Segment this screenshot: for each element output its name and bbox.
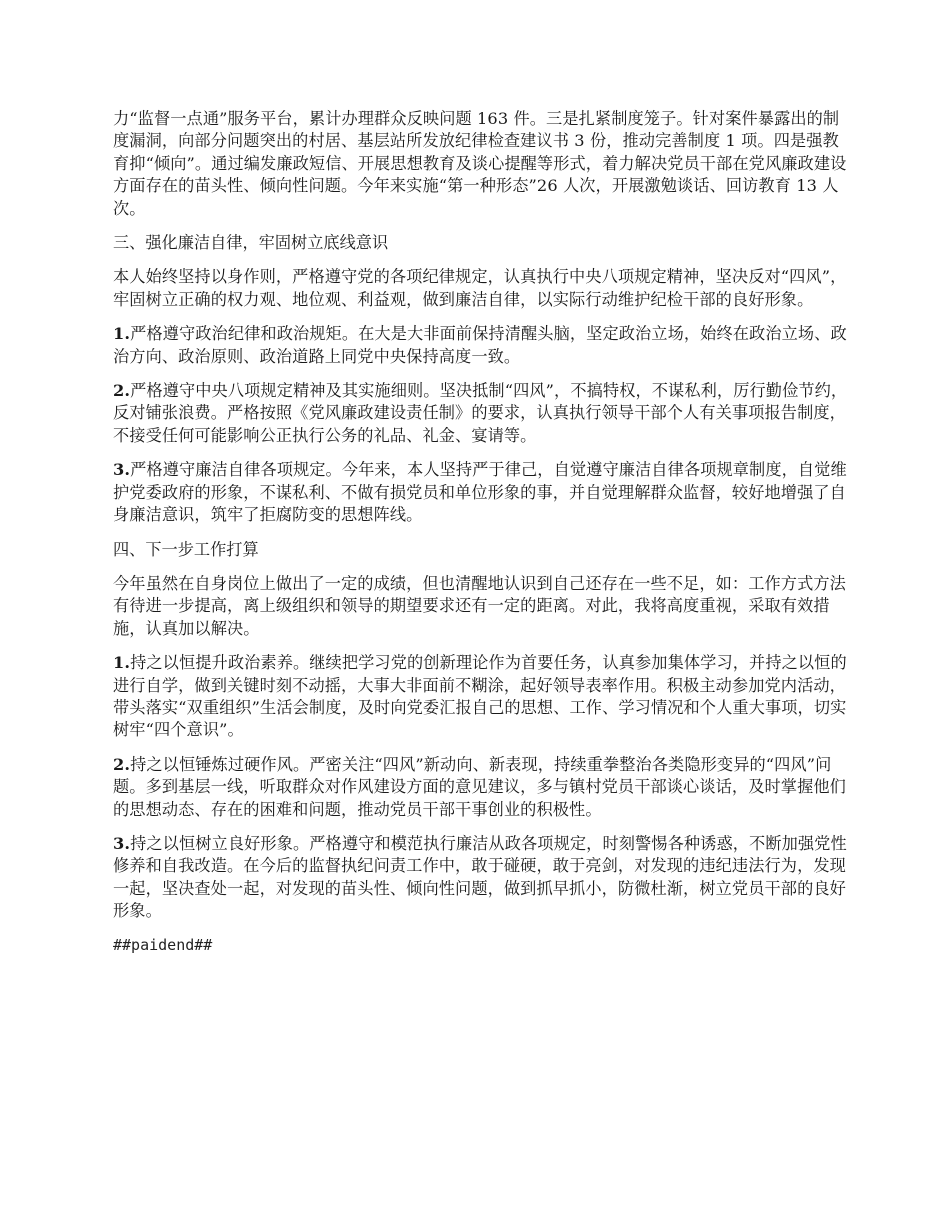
list-item-plan-3 (113, 833, 853, 923)
list-item-plan-1 (113, 652, 853, 742)
list-item-plan-2 (113, 754, 853, 821)
paid-end-marker: ##paidend## (113, 935, 213, 954)
item-text: 严格遵守廉洁自律各项规定。今年来，本人坚持严于律己，自觉遵守廉洁自律各项规章制度，自觉维护党委政府的形象，不谋私利、不做有损党员和单位形象的事，并自觉理解群众监督，较好地增强了自身廉洁意识，筑牢了拒腐防变的思想阵线。 (113, 460, 847, 525)
item-text: 持之以恒提升政治素养。继续把学习党的创新理论作为首要任务，认真参加集体学习，并持之以恒的进行自学，做到关键时刻不动摇，大事大非面前不糊涂，起好领导表率作用。积极主动参加党内活动，带头落实“双重组织”生活会制度，及时向党委汇报自己的思想、工作、学习情况和个人重大事项，切实树牢“四个意识”。 (113, 653, 847, 740)
item-text: 持之以恒树立良好形象。严格遵守和模范执行廉洁从政各项规定，时刻警惕各种诱惑，不断加强党性修养和自我改造。在今后的监督执纪问责工作中，敢于碰硬，敢于亮剑，对发现的违纪违法行为，发现一起，坚决查处一起，对发现的苗头性、倾向性问题，做到抓早抓小，防微杜渐，树立党员干部的良好形象。 (113, 833, 847, 921)
paragraph-supervision-summary: 力“监督一点通”服务平台，累计办理群众反映问题 163 件。三是扎紧制度笼子。针对案件暴露出的制度漏洞，向部分问题突出的村居、基层站所发放纪律检查建议书 3 份，推动完善制度 1 项。四是强教育抑“倾向”。通过编发廉政短信、开展思想教育及谈心提醒等形式，着力解决党员干部在党风廉政建设方面存在的苗头性、倾向性问题。今年来实施“第一种形态”26 人次，开展激勉谈话、回访教育 13 人次。 (113, 109, 847, 218)
item-number: 1. (113, 653, 131, 673)
list-item-discipline-2 (113, 380, 853, 447)
item-number: 2. (113, 381, 131, 401)
item-text: 严格遵守中央八项规定精神及其实施细则。坚决抵制“四风”，不搞特权，不谋私利，厉行勤俭节约，反对铺张浪费。严格按照《党风廉政建设责任制》的要求，认真执行领导干部个人有关事项报告制度，不接受任何可能影响公正执行公务的礼品、礼金、宴请等。 (113, 381, 848, 445)
list-item-discipline-1 (113, 323, 853, 368)
item-number: 3. (113, 460, 131, 480)
paragraph-self-discipline-intro: 本人始终坚持以身作则，严格遵守党的各项纪律规定，认真执行中央八项规定精神，坚决反对“四风”，牢固树立正确的权力观、地位观、利益观，做到廉洁自律，以实际行动维护纪检干部的良好形象。 (113, 267, 847, 309)
document-page (113, 108, 853, 955)
item-text: 严格遵守政治纪律和政治规矩。在大是大非面前保持清醒头脑，坚定政治立场，始终在政治立场、政治方向、政治原则、政治道路上同党中央保持高度一致。 (113, 324, 847, 366)
section-heading-three: 三、强化廉洁自律，牢固树立底线意识 (113, 233, 389, 253)
section-heading-four: 四、下一步工作打算 (113, 539, 259, 559)
item-number: 1. (113, 324, 131, 344)
item-number: 3. (113, 833, 131, 853)
item-number: 2. (113, 754, 131, 774)
item-text: 持之以恒锤炼过硬作风。严密关注“四风”新动向、新表现，持续重拳整治各类隐形变异的“四风”问题。多到基层一线，听取群众对作风建设方面的意见建议，多与镇村党员干部谈心谈话，及时掌握他们的思想动态、存在的困难和问题，推动党员干部干事创业的积极性。 (113, 754, 846, 819)
list-item-discipline-3 (113, 459, 853, 526)
paragraph-next-steps-intro: 今年虽然在自身岗位上做出了一定的成绩，但也清醒地认识到自己还存在一些不足，如：工作方式方法有待进一步提高，离上级组织和领导的期望要求还有一定的距离。对此，我将高度重视，采取有效措施，认真加以解决。 (113, 573, 846, 638)
